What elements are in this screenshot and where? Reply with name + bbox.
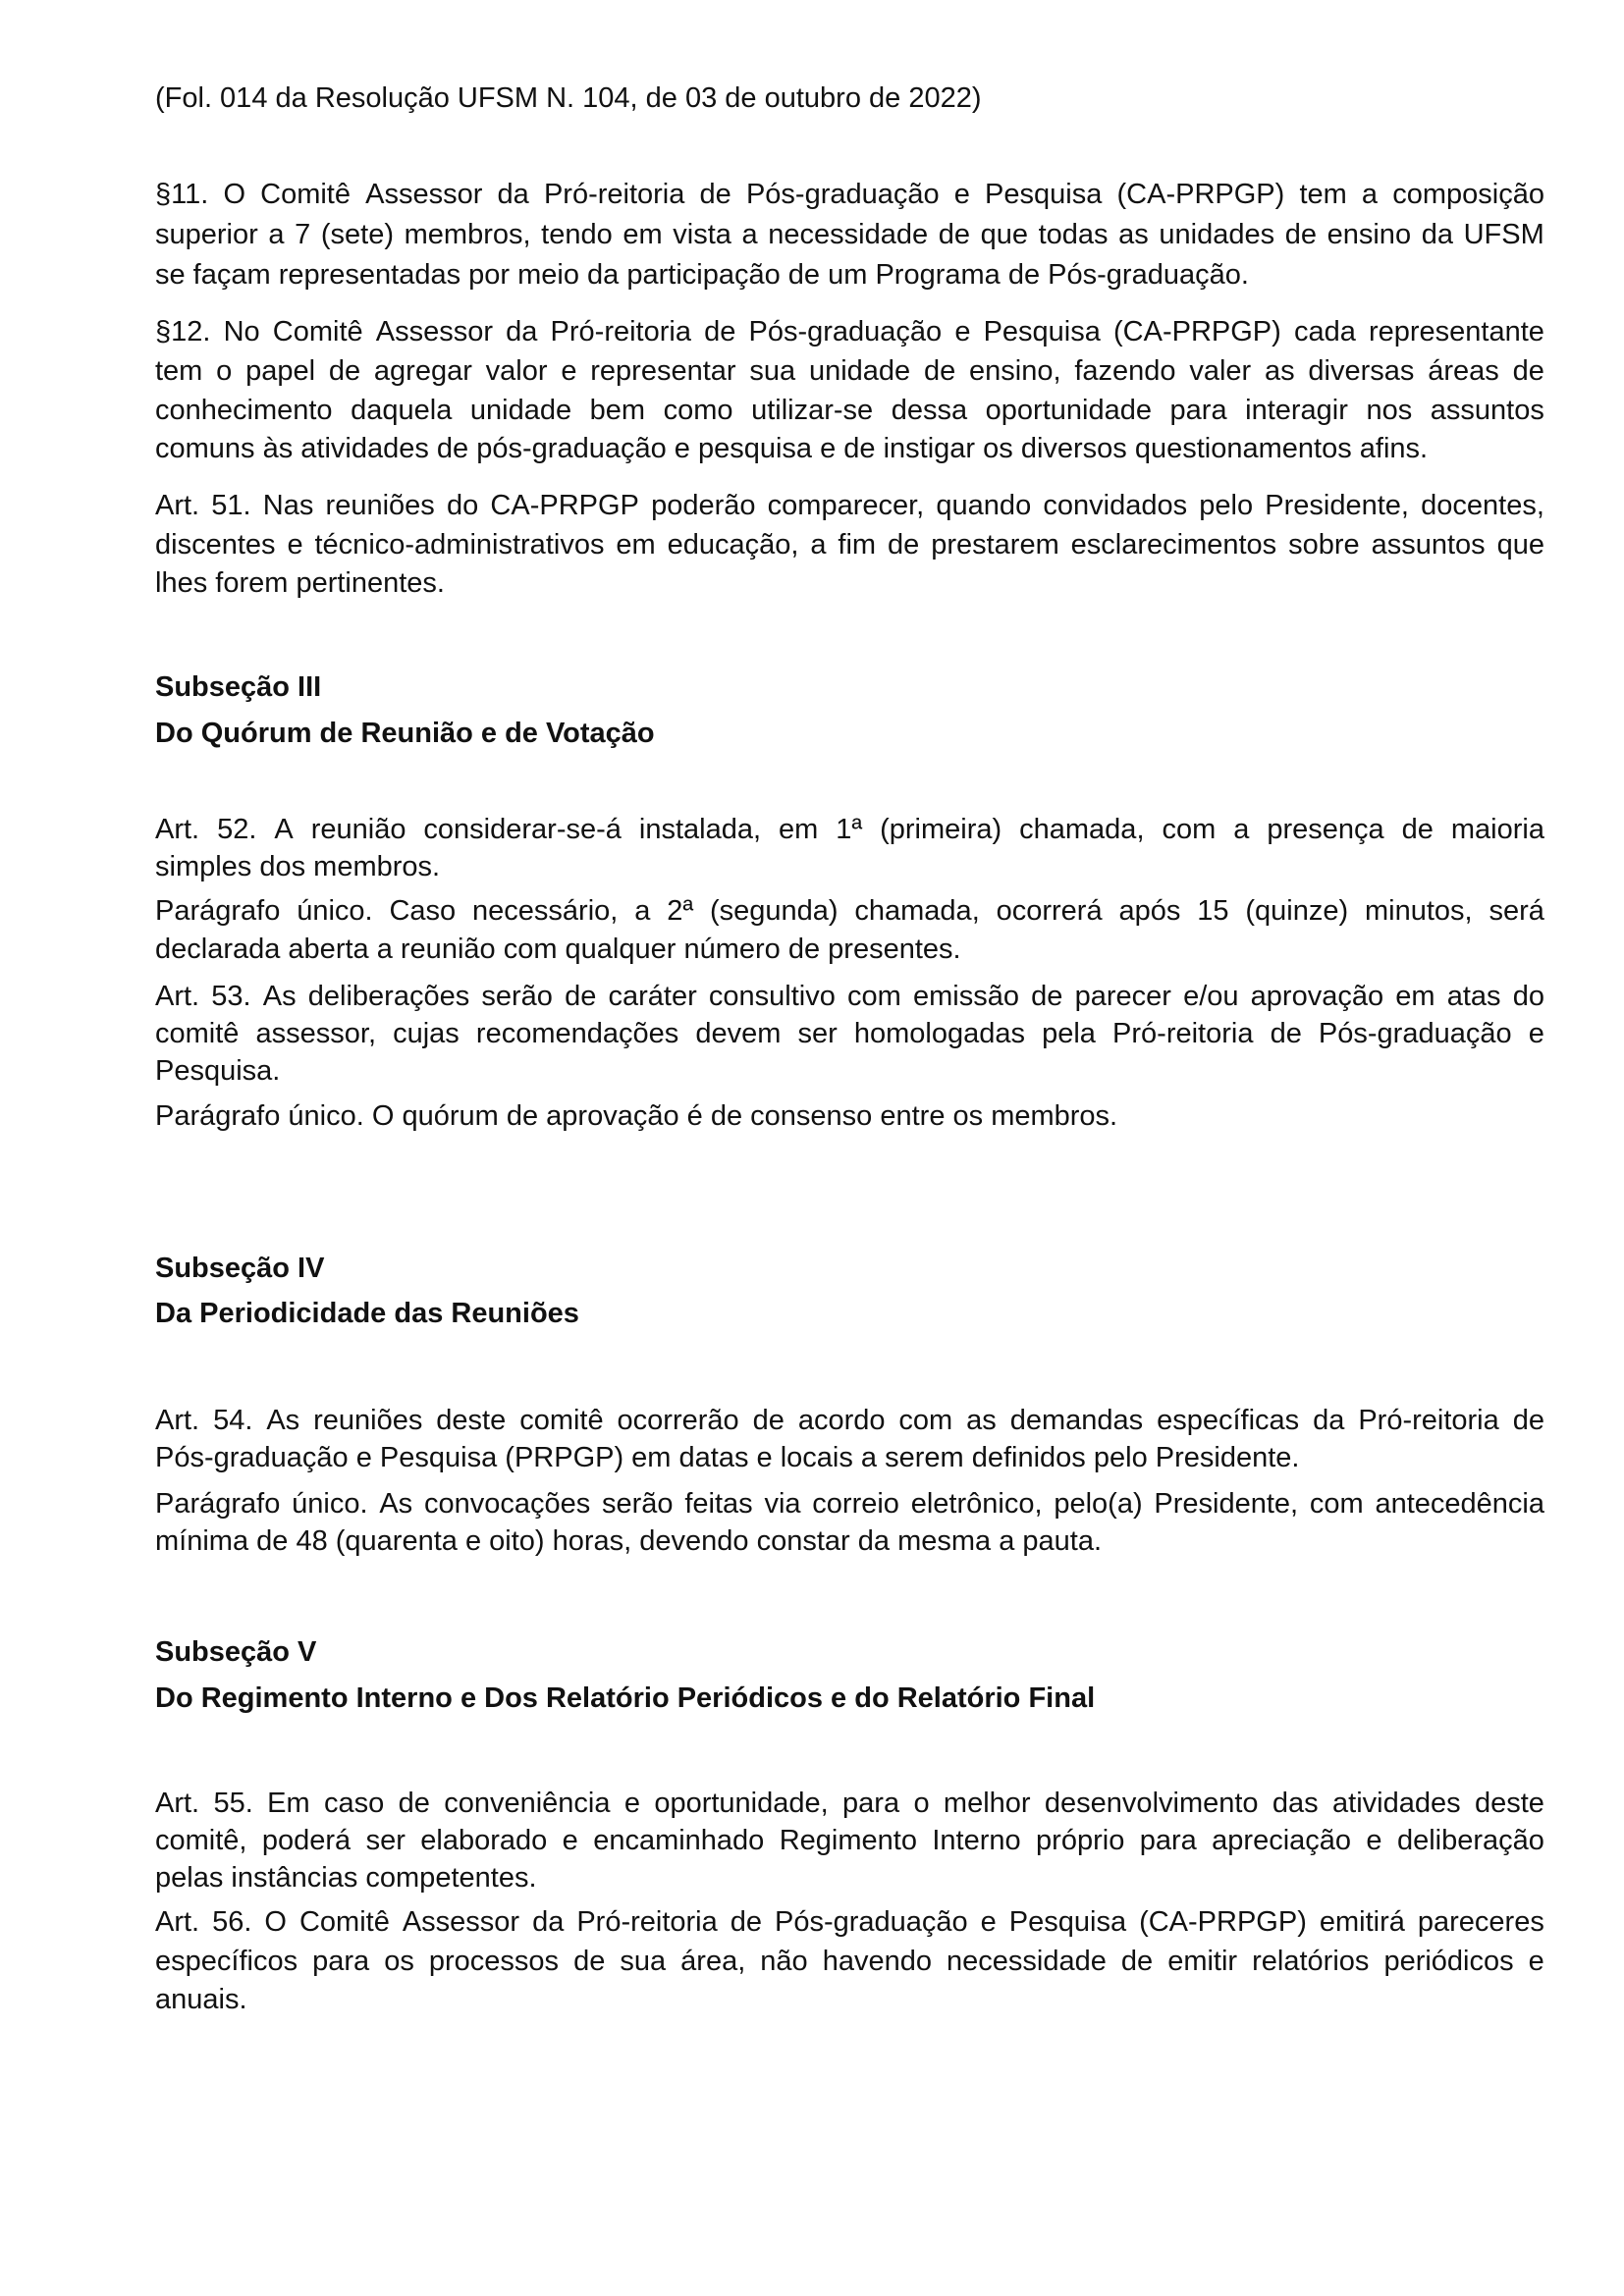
text-line: Art. 55. Em caso de conveniência e oportunidade, para o melhor desenvolvimento das atividades deste xyxy=(155,1788,1544,1819)
text-line: Parágrafo único. O quórum de aprovação é de consenso entre os membros. xyxy=(155,1100,1118,1132)
page-header: (Fol. 014 da Resolução UFSM N. 104, de 03 de outubro de 2022) xyxy=(155,82,982,114)
subsection-title: Do Quórum de Reunião e de Votação xyxy=(155,718,655,749)
text-line: comitê assessor, cujas recomendações devem ser homologadas pela Pró-reitoria de Pós-graduação e xyxy=(155,1018,1544,1049)
text-line: §12. No Comitê Assessor da Pró-reitoria de Pós-graduação e Pesquisa (CA-PRPGP) cada representante xyxy=(155,316,1544,347)
text-line: pelas instâncias competentes. xyxy=(155,1862,537,1894)
text-line: Art. 56. O Comitê Assessor da Pró-reitoria de Pós-graduação e Pesquisa (CA-PRPGP) emitirá pareceres xyxy=(155,1906,1544,1938)
text-line: tem o papel de agregar valor e representar sua unidade de ensino, fazendo valer as diversas áreas de xyxy=(155,355,1544,387)
subsection-title: Do Regimento Interno e Dos Relatório Periódicos e do Relatório Final xyxy=(155,1682,1096,1714)
text-line: conhecimento daquela unidade bem como utilizar-se dessa oportunidade para interagir nos assuntos xyxy=(155,395,1544,426)
text-line: mínima de 48 (quarenta e oito) horas, devendo constar da mesma a pauta. xyxy=(155,1525,1103,1557)
text-line: simples dos membros. xyxy=(155,851,441,882)
subsection-label: Subseção III xyxy=(155,671,322,703)
text-line: Art. 51. Nas reuniões do CA-PRPGP poderão comparecer, quando convidados pelo Presidente, docentes, xyxy=(155,490,1544,521)
text-line: se façam representadas por meio da participação de um Programa de Pós-graduação. xyxy=(155,259,1249,291)
text-line: declarada aberta a reunião com qualquer número de presentes. xyxy=(155,934,961,965)
text-line: Art. 53. As deliberações serão de caráter consultivo com emissão de parecer e/ou aprovação em atas do xyxy=(155,981,1544,1012)
text-line: Art. 54. As reuniões deste comitê ocorrerão de acordo com as demandas específicas da Pró-reitoria de xyxy=(155,1405,1544,1436)
text-line: comitê, poderá ser elaborado e encaminhado Regimento Interno próprio para apreciação e deliberação xyxy=(155,1825,1544,1856)
text-line: discentes e técnico-administrativos em educação, a fim de prestarem esclarecimentos sobre assuntos que xyxy=(155,529,1544,561)
subsection-label: Subseção V xyxy=(155,1636,317,1668)
text-line: superior a 7 (sete) membros, tendo em vista a necessidade de que todas as unidades de ensino da UFSM xyxy=(155,219,1544,250)
subsection-title: Da Periodicidade das Reuniões xyxy=(155,1298,579,1329)
text-line: comuns às atividades de pós-graduação e pesquisa e de instigar os diversos questionamentos afins. xyxy=(155,433,1429,464)
subsection-label: Subseção IV xyxy=(155,1253,325,1284)
text-line: Pesquisa. xyxy=(155,1055,281,1087)
text-line: Art. 52. A reunião considerar-se-á instalada, em 1ª (primeira) chamada, com a presença de maioria xyxy=(155,814,1544,845)
text-line: Pós-graduação e Pesquisa (PRPGP) em datas e locais a serem definidos pelo Presidente. xyxy=(155,1442,1300,1473)
text-line: §11. O Comitê Assessor da Pró-reitoria de Pós-graduação e Pesquisa (CA-PRPGP) tem a composição xyxy=(155,179,1544,210)
text-line: anuais. xyxy=(155,1984,247,2015)
text-line: Parágrafo único. Caso necessário, a 2ª (segunda) chamada, ocorrerá após 15 (quinze) minutos, será xyxy=(155,895,1544,927)
text-line: lhes forem pertinentes. xyxy=(155,567,445,599)
text-line: Parágrafo único. As convocações serão feitas via correio eletrônico, pelo(a) Presidente, com antecedência xyxy=(155,1488,1544,1520)
text-line: específicos para os processos de sua área, não havendo necessidade de emitir relatórios periódicos e xyxy=(155,1946,1544,1977)
